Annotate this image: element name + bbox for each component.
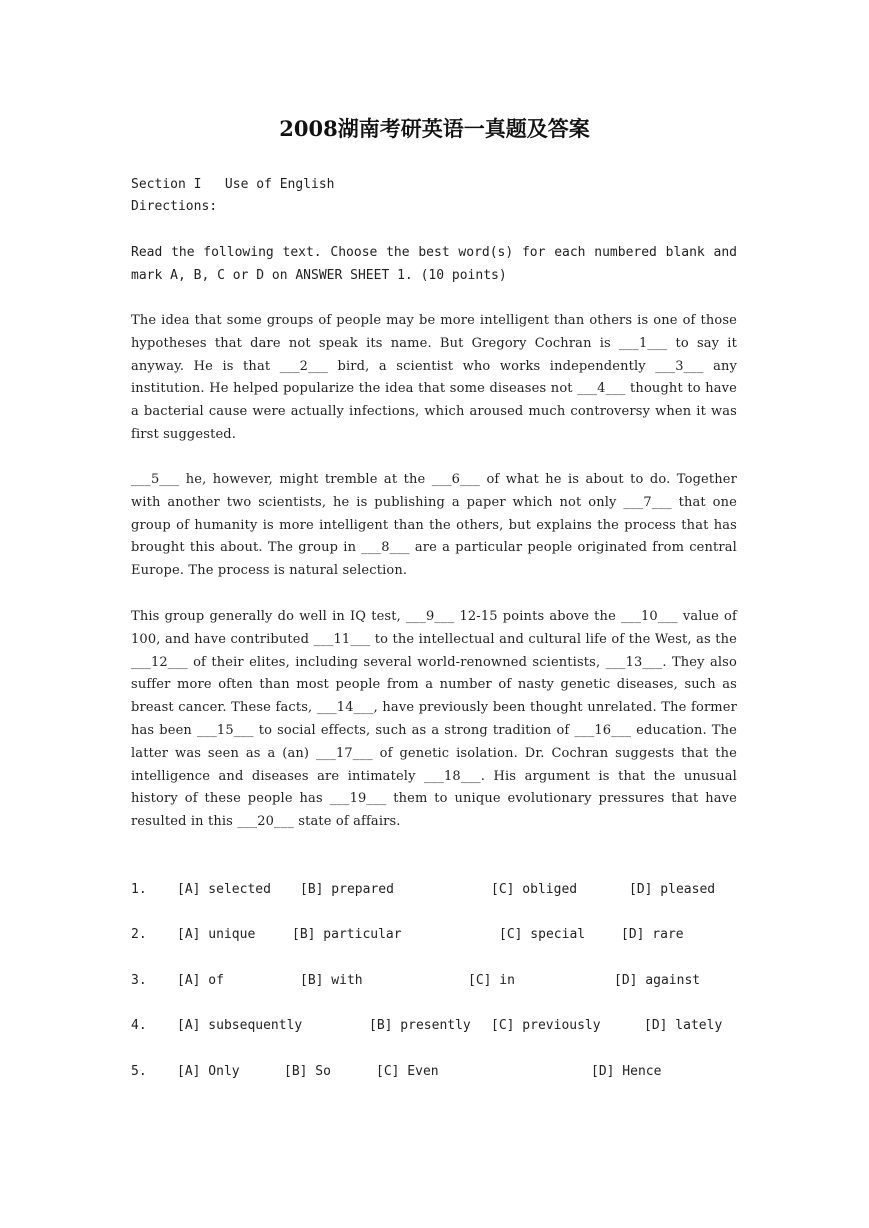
option-a: [A] Only: [177, 1064, 240, 1079]
option-a: [A] subsequently: [177, 1018, 303, 1033]
passage-paragraph-2: ___5___ he, however, might tremble at the ___6___ of what he is about to do. Together with another two scientists, he is publishing a paper which not only ___7___ that one group of humanity is more intelligent than the others, but explains the process that has brought this about. The group in ___8___ are a particular people originated from central Europe. The process is natural selection.: [131, 472, 737, 579]
directions-label: Directions:: [131, 199, 218, 214]
section-heading: Section I Use of English: [131, 177, 335, 192]
passage-paragraph-1: The idea that some groups of people may be more intelligent than others is one of those hypotheses that dare not speak its name. But Gregory Cochran is ___1___ to say it anyway. He is that ___2___ bird, a scientist who works independently ___3___ any institution. He helped popularize the idea that some diseases not ___4___ thought to have a bacterial cause were actually infections, which aroused much controversy when it was first suggested.: [131, 313, 737, 442]
option-d: [D] against: [614, 973, 701, 988]
question-row: [131, 1016, 751, 1036]
option-d: [D] Hence: [591, 1064, 662, 1079]
question-number: 2.: [131, 927, 147, 942]
page-title: 2008湖南考研英语一真题及答案: [279, 116, 590, 141]
option-b: [B] with: [300, 973, 363, 988]
option-a: [A] unique: [177, 927, 256, 942]
passage-paragraph-3: This group generally do well in IQ test, ___9___ 12-15 points above the ___10___ value of 100, and have contributed ___11___ to the intellectual and cultural life of the West, as the ___12___ of their elites, including several world-renowned scientists, ___13___. They also suffer more often than most people from a number of nasty genetic diseases, such as breast cancer. These facts, ___14___, have previously been thought unrelated. The former has been ___15___ to social effects, such as a strong tradition of ___16___ education. The latter was seen as a (an) ___17___ of genetic isolation. Dr. Cochran suggests that the intelligence and diseases are intimately ___18___. His argument is that the unusual history of these people has ___19___ them to unique evolutionary pressures that have resulted in this ___20___ state of affairs.: [131, 609, 737, 830]
question-number: 5.: [131, 1064, 147, 1079]
option-d: [D] rare: [621, 927, 684, 942]
question-row: [131, 880, 751, 900]
question-row: [131, 971, 751, 991]
option-a: [A] of: [177, 973, 224, 988]
question-row: [131, 1062, 751, 1082]
option-b: [B] So: [284, 1064, 331, 1079]
question-row: [131, 925, 751, 945]
option-a: [A] selected: [177, 882, 271, 897]
question-number: 3.: [131, 973, 147, 988]
option-b: [B] presently: [369, 1018, 471, 1033]
option-c: [C] obliged: [491, 882, 578, 897]
option-d: [D] lately: [644, 1018, 723, 1033]
question-number: 1.: [131, 882, 147, 897]
option-b: [B] prepared: [300, 882, 394, 897]
option-c: [C] previously: [491, 1018, 601, 1033]
instructions-text: Read the following text. Choose the best word(s) for each numbered blank and mark A, B, C or D on ANSWER SHEET 1. (10 points): [131, 245, 737, 283]
option-b: [B] particular: [292, 927, 402, 942]
option-c: [C] special: [499, 927, 586, 942]
option-c: [C] Even: [376, 1064, 439, 1079]
question-number: 4.: [131, 1018, 147, 1033]
option-c: [C] in: [468, 973, 515, 988]
option-d: [D] pleased: [629, 882, 716, 897]
